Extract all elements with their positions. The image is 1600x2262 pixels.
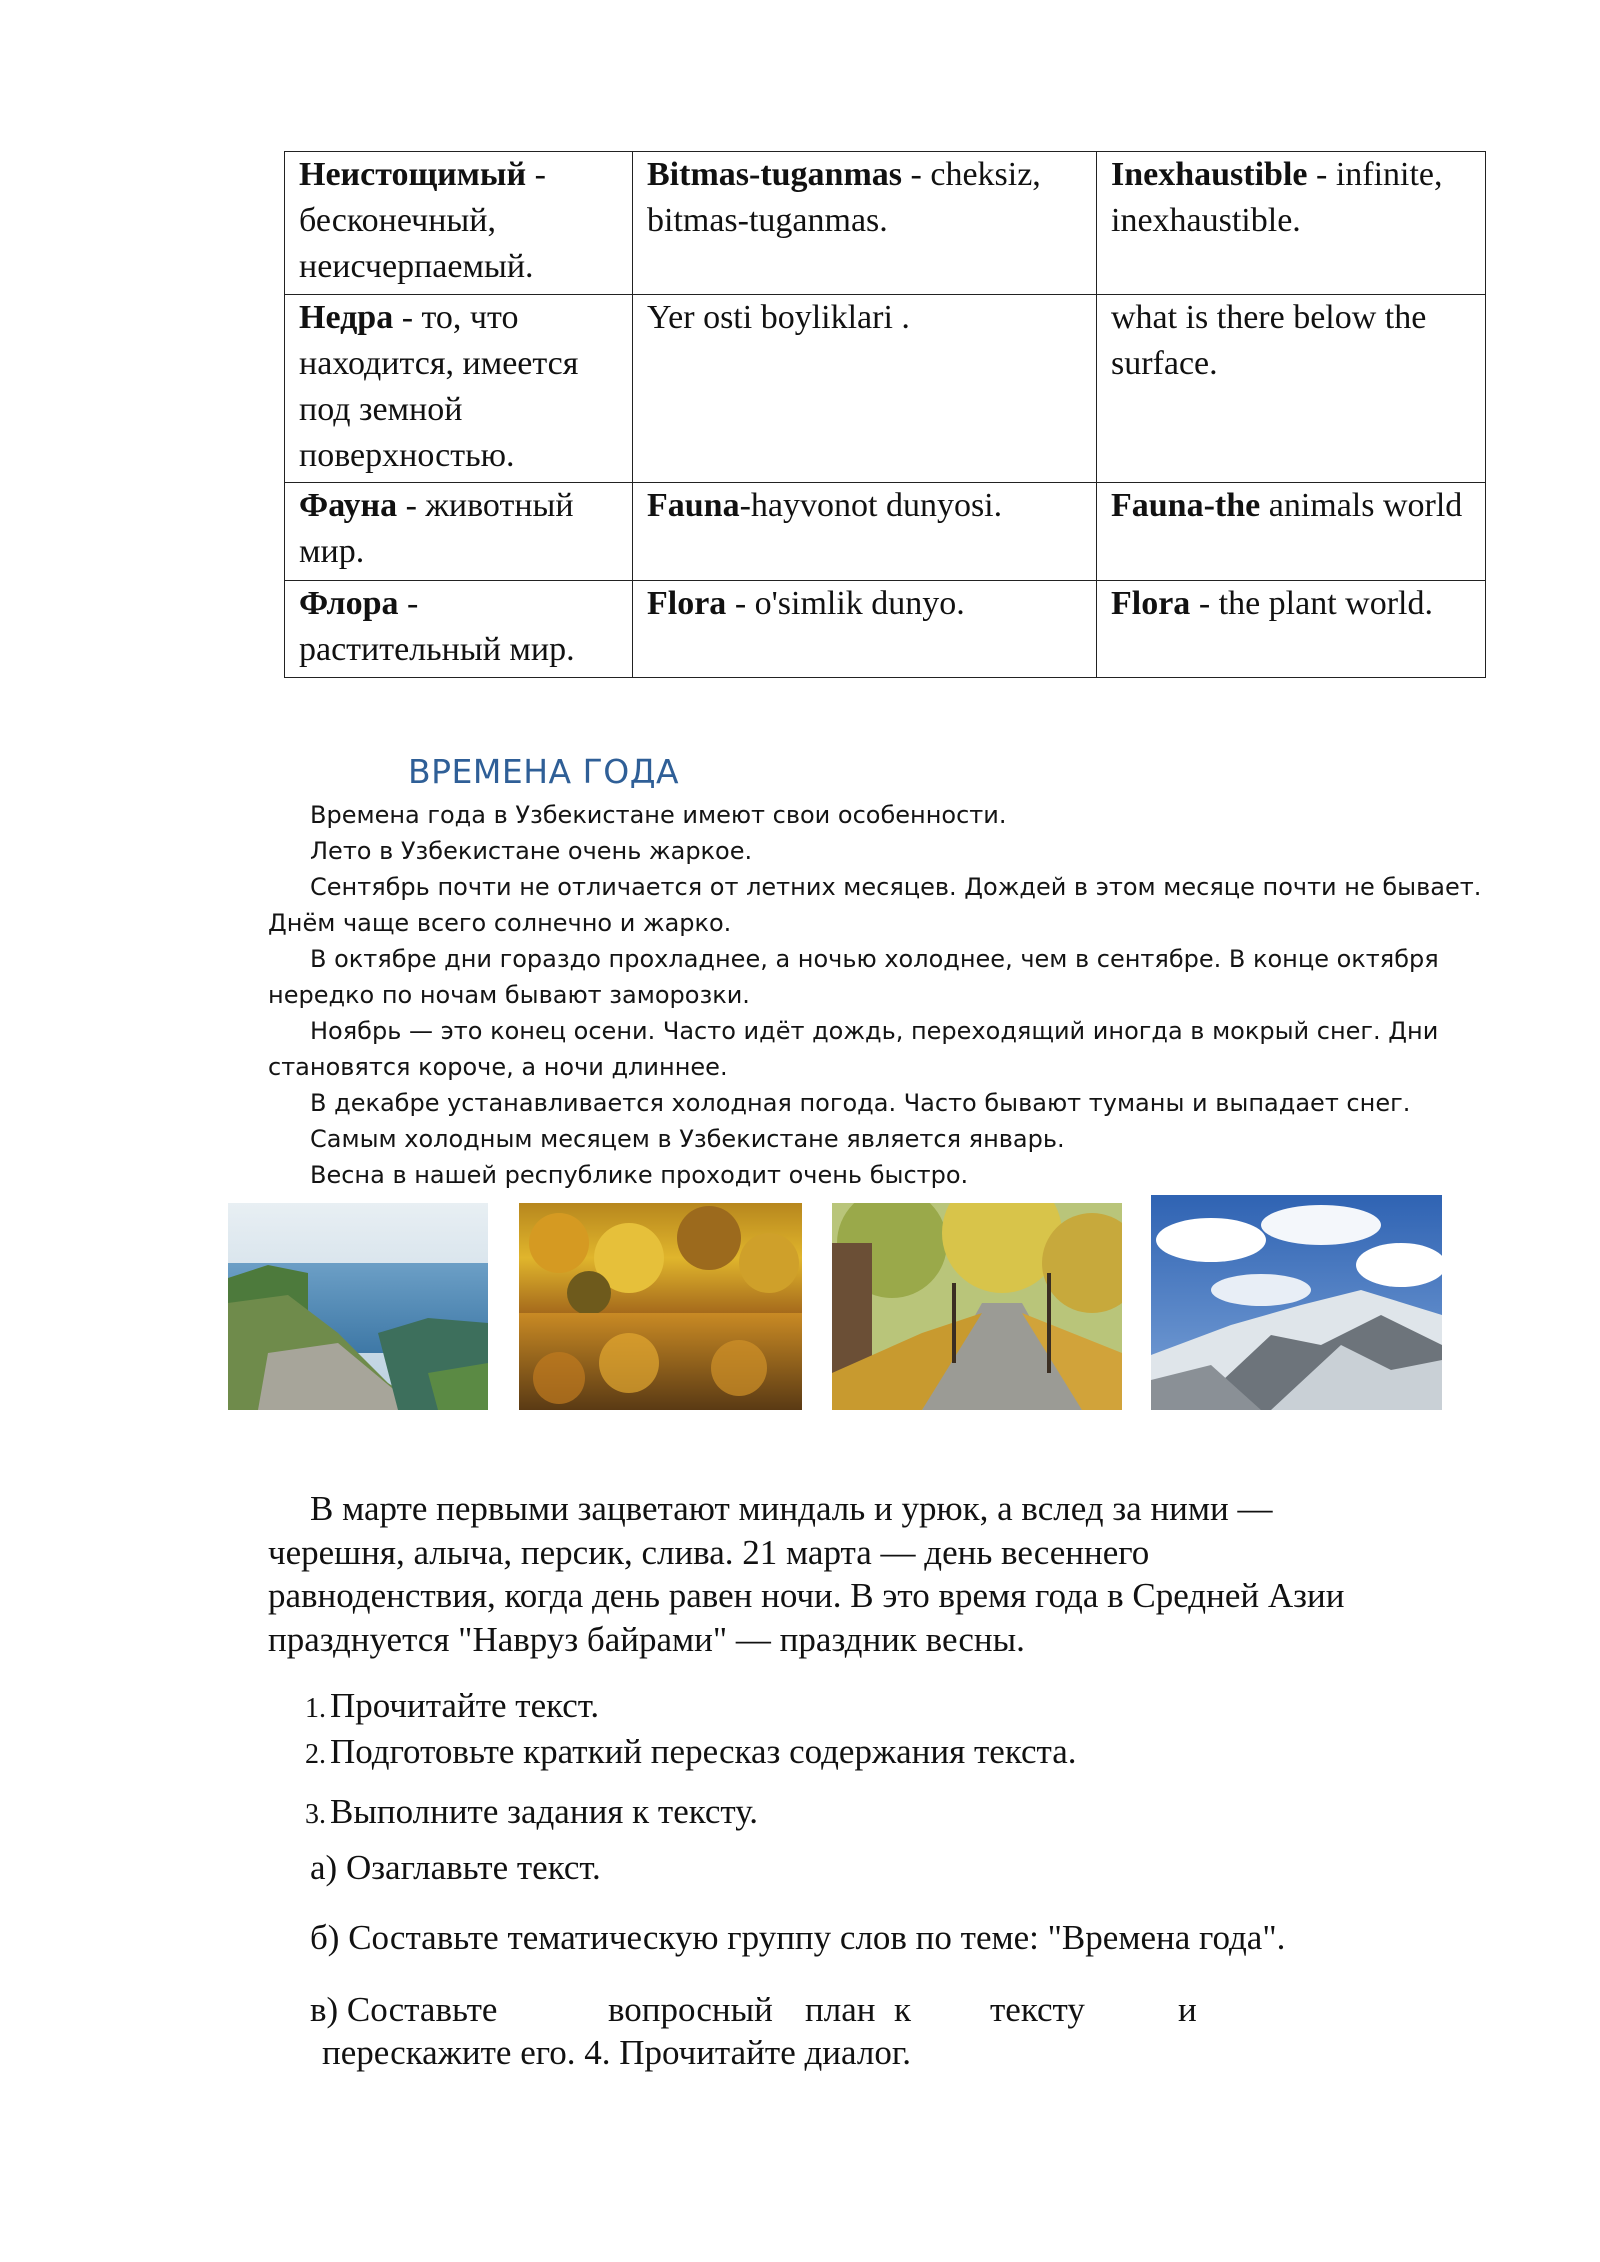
- uz-cell: [633, 581, 1097, 678]
- uz-term: Fauna: [647, 487, 740, 524]
- autumn-lake-photo: [519, 1203, 802, 1410]
- subtask-c-word: к: [894, 1990, 912, 2029]
- en-cell: [1097, 581, 1486, 678]
- autumn-park-alley-photo: [832, 1203, 1122, 1410]
- en-definition: what is there below the surface.: [1111, 299, 1427, 382]
- en-term: Fauna-the: [1111, 487, 1261, 524]
- paragraph-line: В декабре устанавливается холодная погода. Часто бывают туманы и выпадает снег.: [310, 1089, 1411, 1117]
- vocabulary-table: [284, 151, 1486, 678]
- en-cell: [1097, 295, 1486, 483]
- paragraph-line: Лето в Узбекистане очень жаркое.: [310, 837, 753, 865]
- paragraph-line: черешня, алыча, персик, слива. 21 марта — день весеннего: [268, 1532, 1150, 1572]
- task-number: 3.: [305, 1799, 326, 1830]
- table-row: [285, 295, 1486, 483]
- uz-definition: -hayvonot dunyosi.: [739, 487, 1003, 524]
- uz-definition: - o'simlik dunyo.: [726, 585, 965, 622]
- en-term: Inexhaustible: [1111, 156, 1308, 193]
- en-cell: [1097, 152, 1486, 295]
- paragraph-line: Весна в нашей республике проходит очень быстро.: [310, 1161, 969, 1189]
- ru-term: Неистощимый: [299, 156, 527, 193]
- subtask-c-continuation: перескажите его. 4. Прочитайте диалог.: [322, 2033, 912, 2072]
- task-item: [305, 1792, 758, 1832]
- table-row: [285, 152, 1486, 295]
- subtask-b: б) Составьте тематическую группу слов по теме: "Времена года".: [310, 1918, 1286, 1957]
- uz-cell: [633, 295, 1097, 483]
- en-definition: - the plant world.: [1190, 585, 1433, 622]
- subtask-c-word: в) Составьте: [310, 1990, 498, 2029]
- ru-definition: - животный мир.: [299, 487, 574, 570]
- uz-term: Bitmas-tuganmas: [647, 156, 903, 193]
- en-definition: animals world: [1260, 487, 1463, 524]
- paragraph-line: Ноябрь — это конец осени. Часто идёт дождь, переходящий иногда в мокрый снег. Дни: [310, 1017, 1439, 1045]
- table-row: [285, 581, 1486, 678]
- ru-term: Недра: [299, 299, 394, 336]
- ru-cell: [285, 152, 633, 295]
- en-cell: [1097, 483, 1486, 581]
- paragraph-line: становятся короче, а ночи длиннее.: [268, 1053, 728, 1081]
- paragraph-line: Сентябрь почти не отличается от летних месяцев. Дождей в этом месяце почти не бывает.: [310, 873, 1482, 901]
- paragraph-line: Днём чаще всего солнечно и жарко.: [268, 909, 732, 937]
- paragraph-line: нередко по ночам бывают заморозки.: [268, 981, 750, 1009]
- paragraph-line: Времена года в Узбекистане имеют свои особенности.: [310, 801, 1007, 829]
- ru-term: Флора: [299, 585, 399, 622]
- en-definition: - infinite, inexhaustible.: [1111, 156, 1443, 239]
- task-text: Подготовьте краткий пересказ содержания текста.: [330, 1732, 1077, 1771]
- uz-cell: [633, 483, 1097, 581]
- task-number: 2.: [305, 1739, 326, 1770]
- ru-definition: - то, что находится, имеется под земной поверхностью.: [299, 299, 579, 474]
- task-text: Выполните задания к тексту.: [330, 1792, 758, 1831]
- subtask-c-word: и: [1178, 1990, 1197, 2029]
- ru-term: Фауна: [299, 487, 398, 524]
- paragraph-line: равноденствия, когда день равен ночи. В это время года в Средней Азии: [268, 1576, 1345, 1615]
- uz-cell: [633, 152, 1097, 295]
- mountain-landscape-photo: [228, 1203, 488, 1410]
- paragraph-line: празднуется "Навруз байрами" — праздник весны.: [268, 1619, 1025, 1659]
- ru-cell: [285, 581, 633, 678]
- paragraph-line: В октябре дни гораздо прохладнее, а ночью холоднее, чем в сентябре. В конце октября: [310, 945, 1439, 973]
- uz-term: Flora: [647, 585, 727, 622]
- subtask-a: а) Озаглавьте текст.: [310, 1848, 601, 1887]
- ru-cell: [285, 295, 633, 483]
- paragraph-line: Самым холодным месяцем в Узбекистане является январь.: [310, 1125, 1065, 1153]
- paragraph-line: В марте первыми зацветают миндаль и урюк, а вслед за ними —: [310, 1489, 1273, 1528]
- section-heading: ВРЕМЕНА ГОДА: [408, 752, 680, 791]
- uz-definition: Yer osti boyliklari .: [647, 299, 910, 336]
- task-item: [305, 1686, 599, 1726]
- en-term: Flora: [1111, 585, 1191, 622]
- task-text: Прочитайте текст.: [330, 1686, 600, 1725]
- uz-definition: - cheksiz, bitmas-tuganmas.: [647, 156, 1041, 239]
- task-item: [305, 1732, 1077, 1772]
- subtask-c-word: тексту: [990, 1990, 1085, 2029]
- ru-definition: - растительный мир.: [299, 585, 575, 668]
- spring-paragraph: [268, 1487, 1468, 1661]
- ru-definition: - бесконечный, неисчерпаемый.: [299, 156, 546, 285]
- snowy-mountains-photo: [1151, 1195, 1442, 1410]
- subtask-c-word: план: [805, 1990, 876, 2029]
- task-number: 1.: [305, 1693, 326, 1724]
- subtask-c-word: вопросный: [608, 1990, 773, 2029]
- table-row: [285, 483, 1486, 581]
- ru-cell: [285, 483, 633, 581]
